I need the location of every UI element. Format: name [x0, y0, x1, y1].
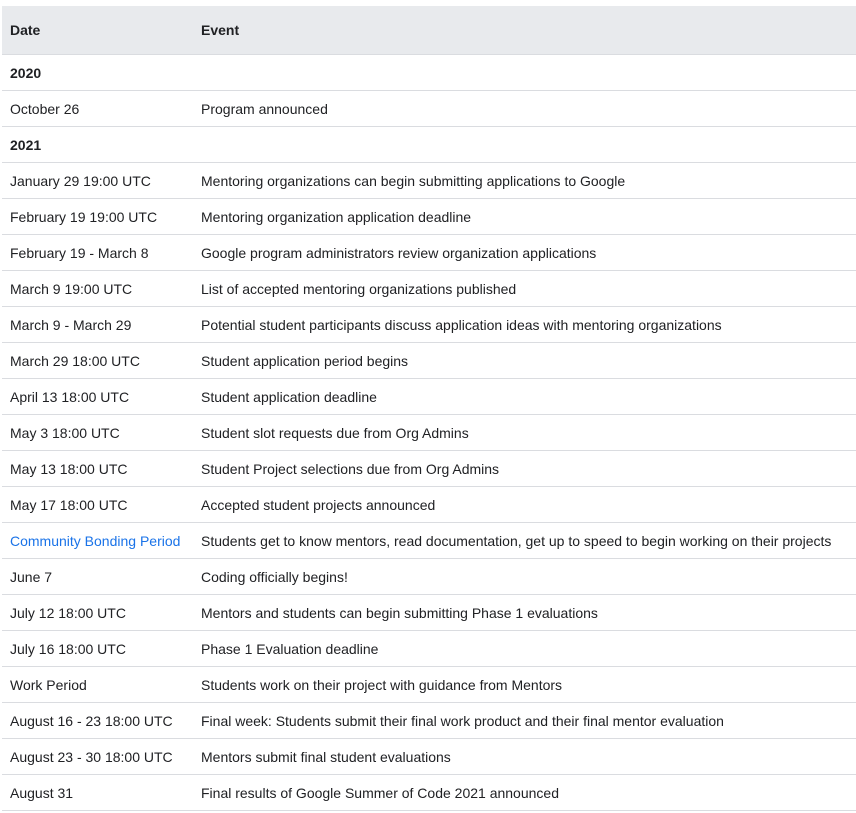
- table-row: [2, 415, 856, 451]
- timeline-table: [2, 6, 856, 811]
- table-row: [2, 631, 856, 667]
- date-cell: March 9 19:00 UTC: [2, 271, 193, 307]
- event-cell: [193, 55, 856, 91]
- year-row: [2, 55, 856, 91]
- table-row: [2, 235, 856, 271]
- date-cell: May 3 18:00 UTC: [2, 415, 193, 451]
- date-cell: May 17 18:00 UTC: [2, 487, 193, 523]
- year-row: [2, 127, 856, 163]
- event-cell: [193, 127, 856, 163]
- event-cell: Phase 1 Evaluation deadline: [193, 631, 856, 667]
- date-cell: 2020: [2, 55, 193, 91]
- table-row: [2, 559, 856, 595]
- table-header-row: [2, 6, 856, 55]
- table-row: [2, 487, 856, 523]
- date-cell: [2, 523, 193, 559]
- date-cell: Work Period: [2, 667, 193, 703]
- date-cell: October 26: [2, 91, 193, 127]
- date-cell: February 19 - March 8: [2, 235, 193, 271]
- date-cell: April 13 18:00 UTC: [2, 379, 193, 415]
- date-cell: August 23 - 30 18:00 UTC: [2, 739, 193, 775]
- date-cell: June 7: [2, 559, 193, 595]
- event-cell: Google program administrators review organization applications: [193, 235, 856, 271]
- event-cell: Students get to know mentors, read documentation, get up to speed to begin working on their projects: [193, 523, 856, 559]
- event-cell: Mentoring organizations can begin submitting applications to Google: [193, 163, 856, 199]
- table-row: [2, 703, 856, 739]
- event-cell: Accepted student projects announced: [193, 487, 856, 523]
- date-cell: July 12 18:00 UTC: [2, 595, 193, 631]
- event-cell: Final week: Students submit their final work product and their final mentor evaluation: [193, 703, 856, 739]
- event-cell: Mentors submit final student evaluations: [193, 739, 856, 775]
- table-row: [2, 739, 856, 775]
- date-cell: January 29 19:00 UTC: [2, 163, 193, 199]
- date-cell: July 16 18:00 UTC: [2, 631, 193, 667]
- event-cell: Final results of Google Summer of Code 2021 announced: [193, 775, 856, 811]
- date-cell: 2021: [2, 127, 193, 163]
- event-cell: Mentoring organization application deadline: [193, 199, 856, 235]
- event-cell: Student Project selections due from Org Admins: [193, 451, 856, 487]
- event-cell: List of accepted mentoring organizations published: [193, 271, 856, 307]
- table-row: [2, 343, 856, 379]
- date-cell: May 13 18:00 UTC: [2, 451, 193, 487]
- event-column-header: Event: [193, 6, 856, 55]
- table-row: [2, 271, 856, 307]
- date-cell: March 9 - March 29: [2, 307, 193, 343]
- table-row: [2, 451, 856, 487]
- event-cell: Potential student participants discuss application ideas with mentoring organizations: [193, 307, 856, 343]
- table-row: [2, 595, 856, 631]
- table-row: [2, 199, 856, 235]
- table-row: [2, 379, 856, 415]
- date-cell: February 19 19:00 UTC: [2, 199, 193, 235]
- table-row: [2, 523, 856, 559]
- table-row: [2, 667, 856, 703]
- event-cell: Mentors and students can begin submitting Phase 1 evaluations: [193, 595, 856, 631]
- event-cell: Student application deadline: [193, 379, 856, 415]
- table-row: [2, 307, 856, 343]
- date-column-header: Date: [2, 6, 193, 55]
- table-row: [2, 91, 856, 127]
- event-cell: Students work on their project with guidance from Mentors: [193, 667, 856, 703]
- table-row: [2, 775, 856, 811]
- event-cell: Coding officially begins!: [193, 559, 856, 595]
- event-cell: Program announced: [193, 91, 856, 127]
- event-cell: Student slot requests due from Org Admins: [193, 415, 856, 451]
- date-cell: August 31: [2, 775, 193, 811]
- event-cell: Student application period begins: [193, 343, 856, 379]
- community-bonding-link[interactable]: Community Bonding Period: [10, 532, 181, 549]
- date-cell: August 16 - 23 18:00 UTC: [2, 703, 193, 739]
- date-cell: March 29 18:00 UTC: [2, 343, 193, 379]
- table-row: [2, 163, 856, 199]
